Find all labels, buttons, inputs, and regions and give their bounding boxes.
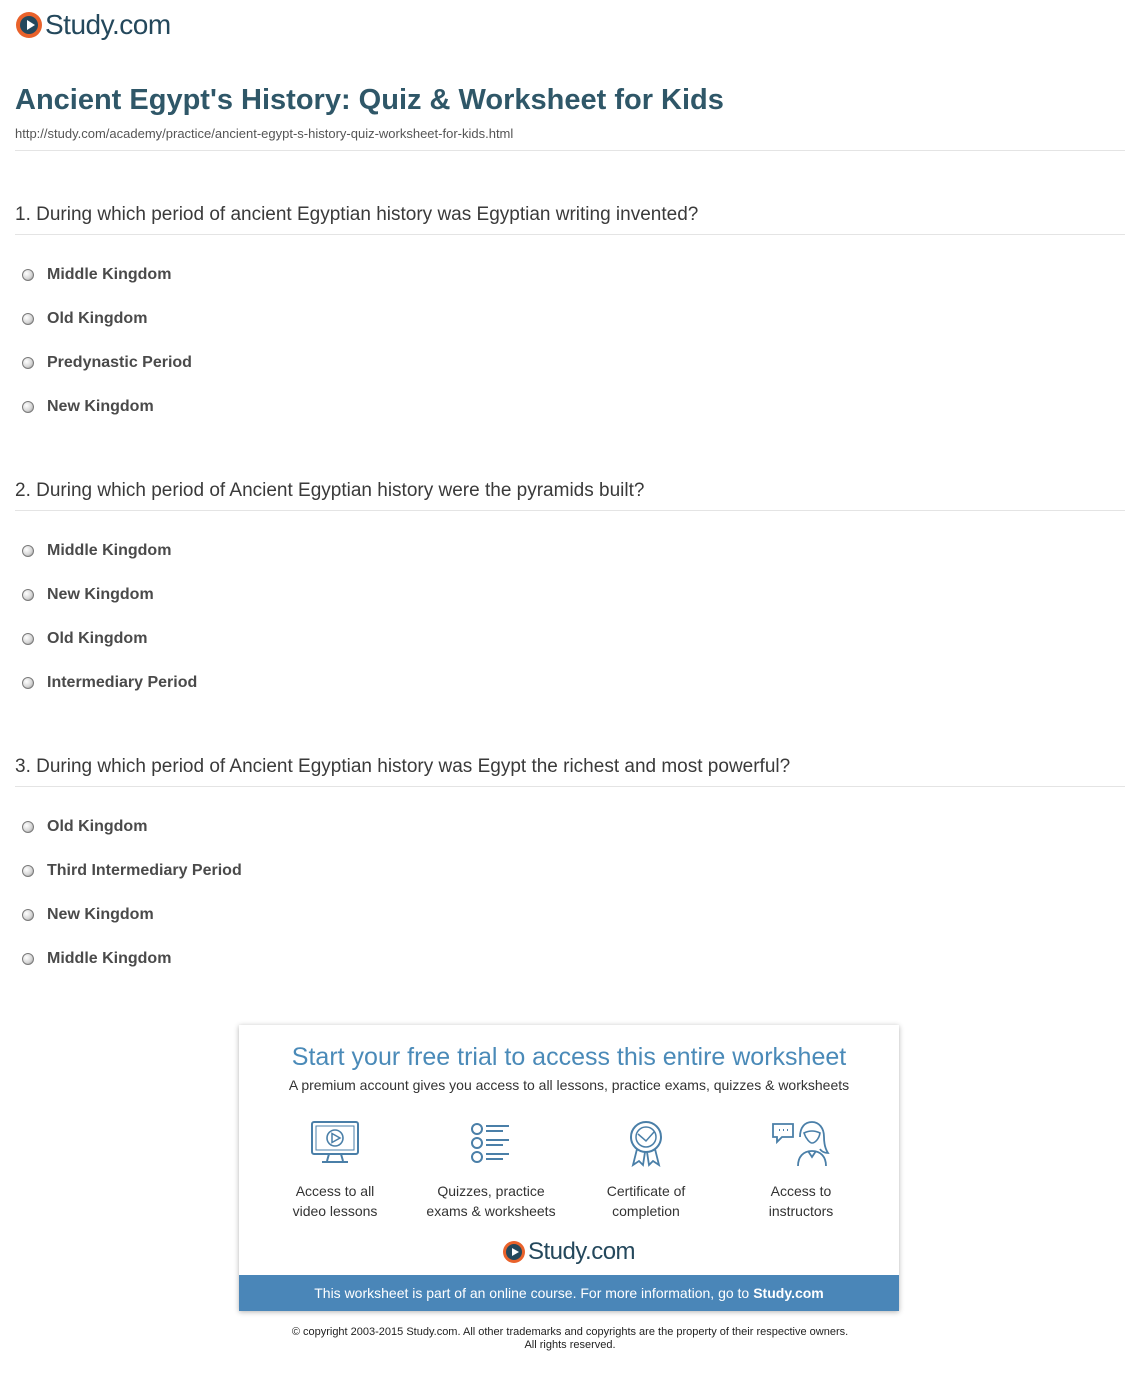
radio-button[interactable] xyxy=(22,865,34,877)
answer-option[interactable] xyxy=(22,352,192,374)
answer-option[interactable] xyxy=(22,816,147,838)
feature-label: Quizzes, practice xyxy=(437,1183,545,1199)
answer-option[interactable] xyxy=(22,948,171,970)
option-label: Middle Kingdom xyxy=(47,542,172,559)
answer-option[interactable] xyxy=(22,308,147,330)
option-label: Predynastic Period xyxy=(47,354,192,371)
promo-subheading: A premium account gives you access to all lessons, practice exams, quizzes & worksheets xyxy=(288,1077,850,1093)
question-1: 1. During which period of ancient Egyptian history was Egyptian writing invented? xyxy=(15,204,699,225)
promo-heading[interactable]: Start your free trial to access this entire worksheet xyxy=(291,1043,847,1071)
answer-option[interactable] xyxy=(22,904,154,926)
option-label: Old Kingdom xyxy=(47,818,148,835)
copyright-line: © copyright 2003-2015 Study.com. All other trademarks and copyrights are the property of their respective owners. xyxy=(291,1326,849,1338)
play-logo-icon xyxy=(16,12,42,38)
option-label: Middle Kingdom xyxy=(47,950,172,967)
answer-option[interactable] xyxy=(22,540,171,562)
free-trial-promo xyxy=(239,1025,899,1311)
divider xyxy=(15,786,1125,787)
answer-option[interactable] xyxy=(22,628,147,650)
instructor-chat-icon xyxy=(770,1119,832,1167)
radio-button[interactable] xyxy=(22,269,34,281)
radio-button[interactable] xyxy=(22,677,34,689)
divider xyxy=(15,510,1125,511)
certificate-ribbon-icon xyxy=(622,1119,670,1167)
option-label: Intermediary Period xyxy=(47,674,198,691)
question-2: 2. During which period of Ancient Egyptian history were the pyramids built? xyxy=(15,480,645,501)
video-monitor-icon xyxy=(309,1119,361,1167)
option-label: New Kingdom xyxy=(47,906,154,923)
feature-instructors xyxy=(726,1119,876,1221)
promo-logo[interactable] xyxy=(239,1237,899,1267)
feature-label: instructors xyxy=(768,1203,834,1219)
checklist-icon xyxy=(467,1119,515,1167)
radio-button[interactable] xyxy=(22,313,34,325)
feature-label: video lessons xyxy=(292,1203,378,1219)
logo-text: Study.com xyxy=(45,9,171,40)
option-label: Third Intermediary Period xyxy=(47,862,242,879)
option-label: New Kingdom xyxy=(47,586,154,603)
feature-label: Certificate of xyxy=(606,1183,686,1199)
option-label: New Kingdom xyxy=(47,398,154,415)
answer-option[interactable] xyxy=(22,396,154,418)
divider xyxy=(15,150,1125,151)
divider xyxy=(15,234,1125,235)
radio-button[interactable] xyxy=(22,401,34,413)
promo-bar-text: This worksheet is part of an online course. For more information, go to xyxy=(314,1285,750,1301)
answer-option[interactable] xyxy=(22,860,242,882)
feature-label: Access to xyxy=(770,1183,832,1199)
feature-label: Access to all xyxy=(295,1183,375,1199)
promo-bar-link[interactable]: Study.com xyxy=(753,1285,824,1301)
page-title: Ancient Egypt's History: Quiz & Worksheet for Kids xyxy=(15,84,724,116)
rights-line: All rights reserved. xyxy=(524,1339,616,1351)
page-url: http://study.com/academy/practice/ancient-egypt-s-history-quiz-worksheet-for-kids.html xyxy=(15,126,514,141)
radio-button[interactable] xyxy=(22,953,34,965)
radio-button[interactable] xyxy=(22,821,34,833)
copyright-footer xyxy=(0,1326,1140,1352)
play-logo-icon xyxy=(503,1241,525,1263)
feature-quizzes xyxy=(416,1119,566,1221)
feature-certificate xyxy=(571,1119,721,1221)
feature-label: completion xyxy=(612,1203,680,1219)
promo-info-bar xyxy=(239,1275,899,1311)
question-3: 3. During which period of Ancient Egyptian history was Egypt the richest and most powerful? xyxy=(15,756,791,777)
radio-button[interactable] xyxy=(22,909,34,921)
answer-option[interactable] xyxy=(22,264,171,286)
logo-text: Study.com xyxy=(527,1238,636,1265)
option-label: Middle Kingdom xyxy=(47,266,172,283)
feature-video-lessons xyxy=(260,1119,410,1221)
option-label: Old Kingdom xyxy=(47,310,148,327)
answer-option[interactable] xyxy=(22,672,197,694)
radio-button[interactable] xyxy=(22,545,34,557)
option-label: Old Kingdom xyxy=(47,630,148,647)
answer-option[interactable] xyxy=(22,584,154,606)
feature-label: exams & worksheets xyxy=(426,1203,556,1219)
site-logo[interactable] xyxy=(16,10,171,40)
radio-button[interactable] xyxy=(22,633,34,645)
radio-button[interactable] xyxy=(22,357,34,369)
radio-button[interactable] xyxy=(22,589,34,601)
